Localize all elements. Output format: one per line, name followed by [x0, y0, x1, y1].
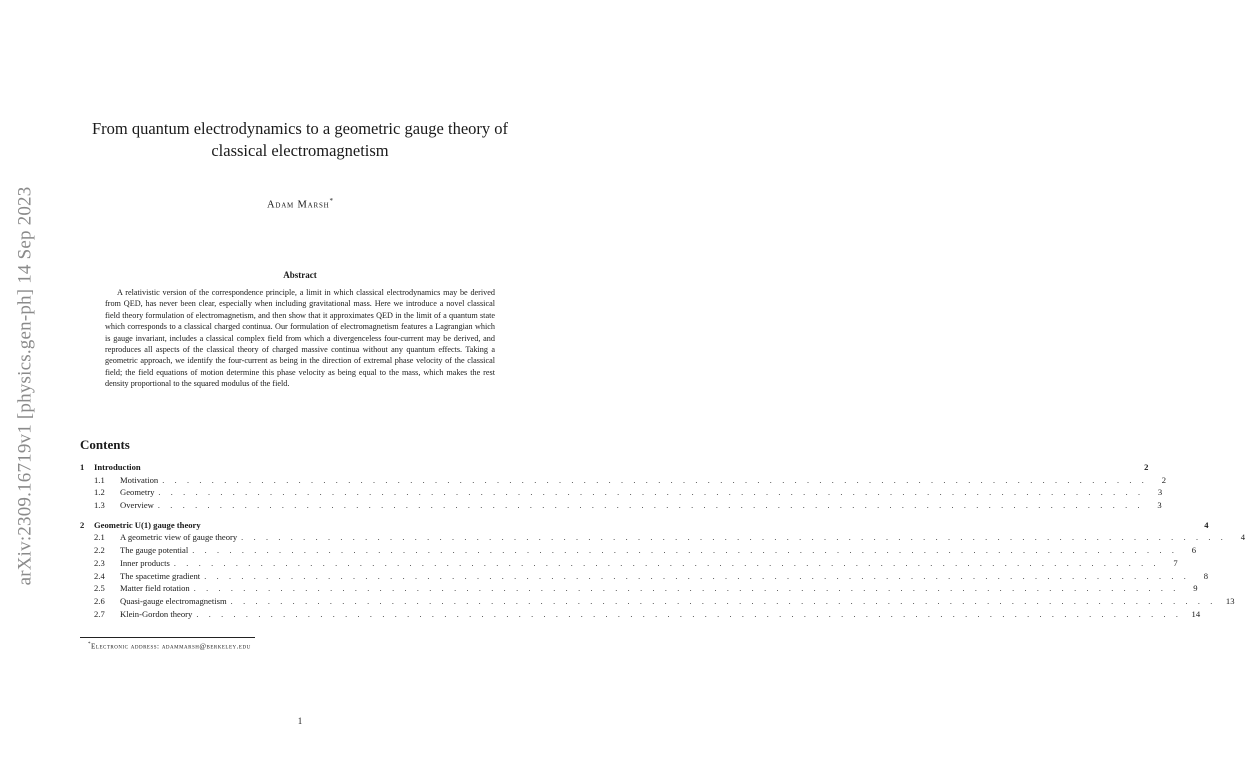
toc-page-number: 13	[1225, 595, 1235, 606]
toc-leader-dots: . . . . . . . . . . . . . . . . . . . . . . . . . . . . . . . . . . . . . . . . . . . . . . . . . . . . . . . . . . . . . . . . . . . . . . . . . . . . . . . .	[173, 558, 1160, 568]
footnote-divider	[80, 637, 255, 638]
toc-page-number: 9	[1193, 583, 1198, 594]
toc-leader-dots: . . . . . . . . . . . . . . . . . . . . . . . . . . . . . . . . . . . . . . . . . . . . . . . . . . . . . . . . . . . . . . . . . . . . . . . . . . . . . . . .	[158, 488, 1145, 498]
author-name: Adam Marsh	[266, 199, 330, 211]
toc-page-number: 2	[1144, 462, 1149, 472]
toc-title: The gauge potential	[120, 545, 189, 556]
toc-title: Quasi-gauge electromagnetism	[120, 595, 227, 606]
toc-number: 2.7	[94, 608, 105, 619]
toc-leader-dots: . . . . . . . . . . . . . . . . . . . . . . . . . . . . . . . . . . . . . . . . . . . . . . . . . . . . . . . . . . . . . . . . . . . . . . . . . . . . . . . .	[230, 596, 1217, 606]
toc-number: 2.6	[94, 595, 105, 606]
toc-title: A geometric view of gauge theory	[120, 532, 238, 543]
toc-number: 1.3	[94, 500, 105, 511]
toc-number: 2.1	[94, 532, 105, 543]
toc-section-row[interactable]	[80, 519, 1209, 533]
toc-subsection-row[interactable]	[80, 583, 1198, 596]
toc-subsection-row[interactable]	[80, 608, 1201, 622]
toc-subsection-row[interactable]	[80, 545, 1197, 558]
toc-title: Inner products	[120, 557, 170, 568]
toc-number: 1	[80, 462, 85, 472]
abstract-text: A relativistic version of the correspondence principle, a limit in which classical electrodynamics may be derived from QED, has never been clear, especially when including gravitational mass. Here we introduce a novel classical field theory formulation of electromagnetism, and then show that it approximates QED in the limit of a quantum state which corresponds to a classical charged continua. Our formulation of electromagnetism features a Lagrangian which is gauge invariant, includes a classical complex field from which a divergenceless four-current may be derived, and reproduces all aspects of the classical theory of charged massive continua without any quantum effects. Taking a geometric approach, we identify the four-current as being in the direction of extremal phase velocity of the classical field; the field equations of motion determine this phase velocity as being equal to the mass, which makes the rest density proportional to the squared modulus of the field.	[105, 288, 495, 389]
toc-number: 2.5	[94, 583, 105, 594]
paper-title: From quantum electrodynamics to a geometric gauge theory of classical electromagnetism	[91, 119, 509, 160]
toc-leader-dots: . . . . . . . . . . . . . . . . . . . . . . . . . . . . . . . . . . . . . . . . . . . . . . . . . . . . . . . . . . . . . . . . . . . . . . . . . . . . . . . .	[204, 571, 1190, 581]
toc-title: The spacetime gradient	[120, 570, 201, 581]
toc-title: Geometric U(1) gauge theory	[94, 519, 201, 530]
toc-section-row[interactable]	[80, 462, 1149, 475]
author-footnote-mark[interactable]: *	[329, 197, 334, 205]
toc-subsection-row[interactable]	[80, 595, 1235, 609]
toc-leader-dots: . . . . . . . . . . . . . . . . . . . . . . . . . . . . . . . . . . . . . . . . . . . . . . . . . . . . . . . . . . . . . . . . . . . . . . . . . . . . . . . .	[192, 546, 1179, 556]
toc-title: Overview	[120, 500, 154, 511]
toc-page-number: 8	[1203, 570, 1208, 581]
toc-title: Klein-Gordon theory	[120, 608, 193, 619]
toc-subsection-row[interactable]	[80, 474, 1167, 488]
arxiv-sidebar-stamp	[6, 180, 44, 592]
toc-leader-dots: . . . . . . . . . . . . . . . . . . . . . . . . . . . . . . . . . . . . . . . . . . . . . . . . . . . . . . . . . . . . . . . . . . . . . . . . . . . . . . . .	[157, 501, 1144, 511]
toc-subsection-row[interactable]	[80, 557, 1178, 571]
abstract-heading: Abstract	[283, 270, 317, 280]
toc-title: Introduction	[94, 462, 141, 472]
toc-number: 1.1	[94, 474, 105, 485]
toc-number: 2.3	[94, 557, 105, 568]
toc-page-number: 3	[1157, 487, 1163, 498]
toc-leader-dots: . . . . . . . . . . . . . . . . . . . . . . . . . . . . . . . . . . . . . . . . . . . . . . . . . . . . . . . . . . . . . . . . . . . . . . . . . . . . . . . .	[162, 475, 1149, 485]
toc-subsection-row[interactable]	[80, 570, 1208, 584]
toc-page-number: 3	[1157, 500, 1162, 511]
page-number: 1	[297, 716, 303, 726]
contents-heading: Contents	[80, 437, 130, 452]
toc-page-number: 6	[1191, 545, 1197, 556]
toc-title: Geometry	[120, 487, 155, 498]
toc-leader-dots: . . . . . . . . . . . . . . . . . . . . . . . . . . . . . . . . . . . . . . . . . . . . . . . . . . . . . . . . . . . . . . . . . . . . . . . . . . . . . . . .	[193, 584, 1180, 594]
toc-number: 2	[80, 519, 85, 530]
table-of-contents	[80, 462, 1245, 621]
toc-page-number: 4	[1204, 519, 1209, 530]
author-line	[0, 197, 600, 211]
toc-number: 1.2	[94, 487, 105, 498]
toc-title: Matter field rotation	[120, 583, 190, 594]
toc-number: 2.4	[94, 570, 105, 581]
toc-page-number: 4	[1240, 532, 1245, 543]
toc-title: Motivation	[120, 474, 159, 485]
toc-subsection-row[interactable]	[80, 487, 1163, 500]
author-footnote	[88, 642, 251, 650]
toc-leader-dots: . . . . . . . . . . . . . . . . . . . . . . . . . . . . . . . . . . . . . . . . . . . . . . . . . . . . . . . . . . . . . . . . . . . . . . . . . . . . . . . .	[196, 609, 1183, 619]
footnote-mark: *	[88, 642, 91, 647]
toc-page-number: 14	[1191, 608, 1201, 619]
toc-subsection-row[interactable]	[80, 532, 1245, 545]
toc-subsection-row[interactable]	[80, 500, 1162, 513]
toc-page-number: 7	[1173, 557, 1178, 568]
arxiv-identifier: arXiv:2309.16719v1 [physics.gen-ph] 14 Sep 2023	[14, 186, 36, 586]
toc-leader-dots: . . . . . . . . . . . . . . . . . . . . . . . . . . . . . . . . . . . . . . . . . . . . . . . . . . . . . . . . . . . . . . . . . . . . . . . . . . . . . . . .	[241, 533, 1227, 543]
footnote-email[interactable]: Electronic address: adammarsh@berkeley.edu	[91, 642, 251, 651]
toc-page-number: 2	[1161, 474, 1167, 485]
toc-number: 2.2	[94, 545, 105, 556]
